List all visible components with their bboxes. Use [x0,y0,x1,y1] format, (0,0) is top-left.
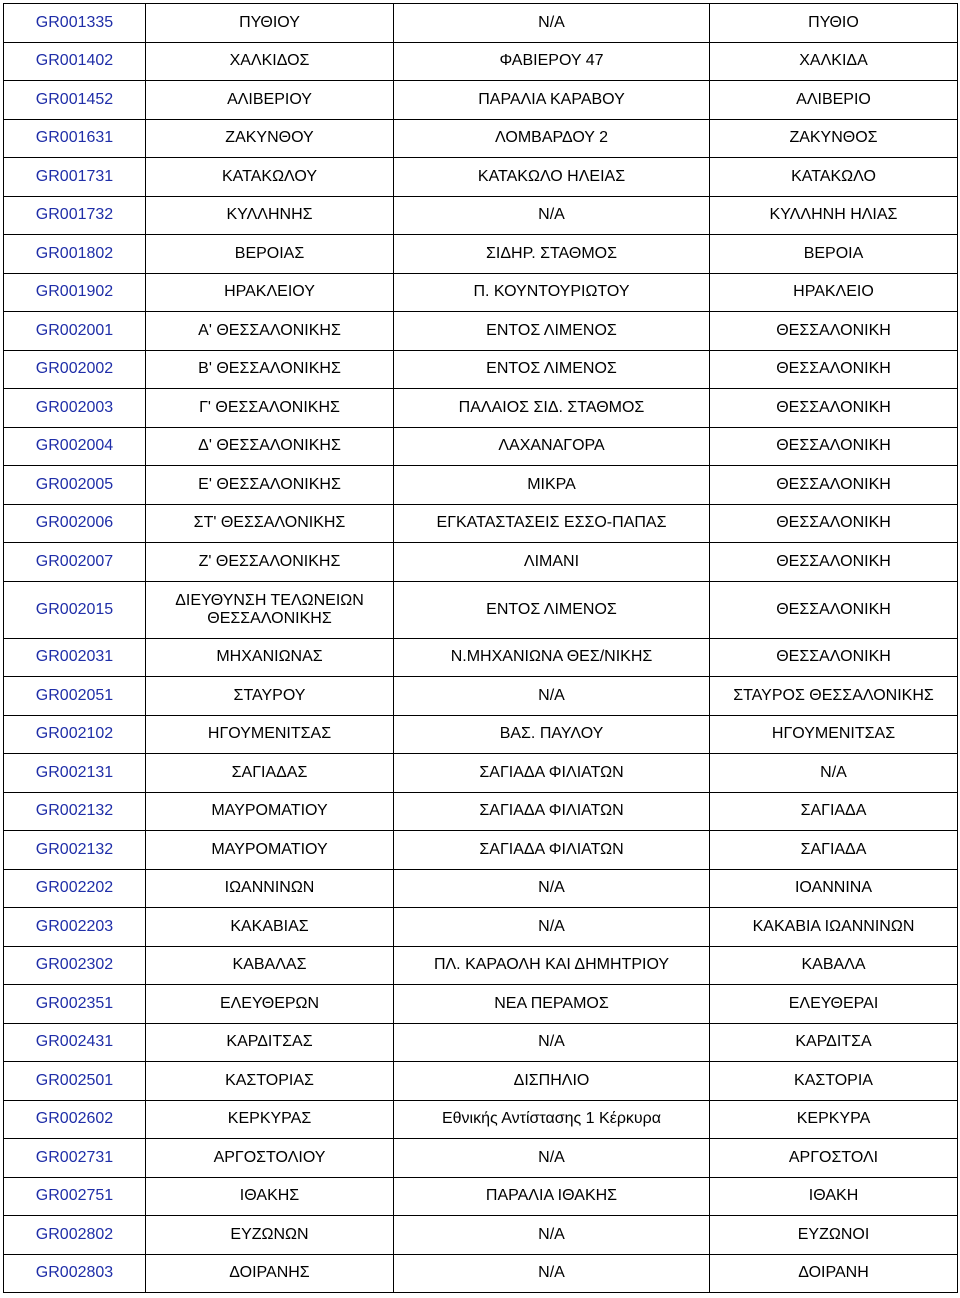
address-cell: ΕΝΤΟΣ ΛΙΜΕΝΟΣ [394,312,710,351]
address-cell: ΛΑΧΑΝΑΓΟΡΑ [394,427,710,466]
table-row [4,1139,958,1178]
office-name-cell: ΙΩΑΝΝΙΝΩΝ [146,869,394,908]
address-cell: ΠΛ. ΚΑΡΑΟΛΗ ΚΑΙ ΔΗΜΗΤΡΙΟΥ [394,946,710,985]
address-cell: Π. ΚΟΥΝΤΟΥΡΙΩΤΟΥ [394,273,710,312]
office-code-cell: GR002006 [4,504,146,543]
address-cell: N/A [394,869,710,908]
table-row [4,1177,958,1216]
table-row [4,1254,958,1293]
table-row [4,158,958,197]
office-code-cell: GR002203 [4,908,146,947]
city-cell: ΙΘΑΚΗ [710,1177,958,1216]
table-row [4,677,958,716]
office-name-cell: ΒΕΡΟΙΑΣ [146,235,394,274]
table-row [4,466,958,505]
table-row [4,4,958,43]
office-name-cell: Ζ' ΘΕΣΣΑΛΟΝΙΚΗΣ [146,543,394,582]
address-cell: ΠΑΡΑΛΙΑ ΚΑΡΑΒΟΥ [394,81,710,120]
city-cell: ΚΑΣΤΟΡΙΑ [710,1062,958,1101]
table-row [4,638,958,677]
office-code-cell: GR001335 [4,4,146,43]
address-cell: ΛΟΜΒΑΡΔΟΥ 2 [394,119,710,158]
address-cell: Εθνικής Αντίστασης 1 Κέρκυρα [394,1100,710,1139]
office-name-cell: ΕΥΖΩΝΩΝ [146,1216,394,1255]
city-cell: ΒΕΡΟΙΑ [710,235,958,274]
city-cell: ΘΕΣΣΑΛΟΝΙΚΗ [710,312,958,351]
address-cell: ΕΝΤΟΣ ΛΙΜΕΝΟΣ [394,581,710,638]
office-code-cell: GR001802 [4,235,146,274]
office-name-cell: ΜΑΥΡΟΜΑΤΙΟΥ [146,831,394,870]
office-name-cell: ΚΑΡΔΙΤΣΑΣ [146,1023,394,1062]
table-row [4,312,958,351]
office-code-cell: GR002602 [4,1100,146,1139]
address-cell: ΣΑΓΙΑΔΑ ΦΙΛΙΑΤΩΝ [394,831,710,870]
address-cell: ΣΑΓΙΑΔΑ ΦΙΛΙΑΤΩΝ [394,792,710,831]
address-cell: N/A [394,677,710,716]
city-cell: ΘΕΣΣΑΛΟΝΙΚΗ [710,581,958,638]
office-name-cell: ΚΕΡΚΥΡΑΣ [146,1100,394,1139]
office-name-cell: ΣΑΓΙΑΔΑΣ [146,754,394,793]
table-row [4,273,958,312]
table-body [4,4,958,1293]
office-code-cell: GR002003 [4,389,146,428]
office-code-cell: GR002132 [4,831,146,870]
table-row [4,754,958,793]
address-cell: ΔΙΣΠΗΛΙΟ [394,1062,710,1101]
address-cell: N/A [394,1023,710,1062]
office-code-cell: GR002131 [4,754,146,793]
office-name-cell: Γ' ΘΕΣΣΑΛΟΝΙΚΗΣ [146,389,394,428]
city-cell: ΑΡΓΟΣΤΟΛΙ [710,1139,958,1178]
address-cell: ΕΓΚΑΤΑΣΤΑΣΕΙΣ ΕΣΣΟ-ΠΑΠΑΣ [394,504,710,543]
office-code-cell: GR001402 [4,42,146,81]
table-row [4,1062,958,1101]
table-row [4,581,958,638]
address-cell: Ν.ΜΗΧΑΝΙΩΝΑ ΘΕΣ/ΝΙΚΗΣ [394,638,710,677]
table-row [4,715,958,754]
table-row [4,831,958,870]
office-code-cell: GR002803 [4,1254,146,1293]
city-cell: ΔΟΙΡΑΝΗ [710,1254,958,1293]
address-cell: ΜΙΚΡΑ [394,466,710,505]
office-name-cell: ΔΟΙΡΑΝΗΣ [146,1254,394,1293]
office-code-cell: GR002001 [4,312,146,351]
table-row [4,504,958,543]
city-cell: ΣΑΓΙΑΔΑ [710,831,958,870]
address-cell: N/A [394,1254,710,1293]
office-name-cell: ΣΤΑΥΡΟΥ [146,677,394,716]
address-cell: ΒΑΣ. ΠΑΥΛΟΥ [394,715,710,754]
city-cell: ΘΕΣΣΑΛΟΝΙΚΗ [710,427,958,466]
office-code-cell: GR002731 [4,1139,146,1178]
office-name-cell: ΚΥΛΛΗΝΗΣ [146,196,394,235]
city-cell: ΚΥΛΛΗΝΗ ΗΛΙΑΣ [710,196,958,235]
table-row [4,235,958,274]
office-code-cell: GR001631 [4,119,146,158]
city-cell: ΕΛΕΥΘΕΡΑΙ [710,985,958,1024]
table-row [4,119,958,158]
office-code-cell: GR002007 [4,543,146,582]
address-cell: ΣΙΔΗΡ. ΣΤΑΘΜΟΣ [394,235,710,274]
table-row [4,81,958,120]
address-cell: N/A [394,4,710,43]
address-cell: ΚΑΤΑΚΩΛΟ ΗΛΕΙΑΣ [394,158,710,197]
office-name-cell: ΗΡΑΚΛΕΙΟΥ [146,273,394,312]
city-cell: ΕΥΖΩΝΟΙ [710,1216,958,1255]
city-cell: ΚΑΤΑΚΩΛΟ [710,158,958,197]
table-row [4,1216,958,1255]
table-row [4,196,958,235]
city-cell: ΖΑΚΥΝΘΟΣ [710,119,958,158]
table-row [4,1023,958,1062]
office-name-cell: Ε' ΘΕΣΣΑΛΟΝΙΚΗΣ [146,466,394,505]
office-name-cell: ΗΓΟΥΜΕΝΙΤΣΑΣ [146,715,394,754]
office-code-cell: GR001452 [4,81,146,120]
city-cell: ΑΛΙΒΕΡΙΟ [710,81,958,120]
address-cell: N/A [394,196,710,235]
office-code-cell: GR002002 [4,350,146,389]
table-row [4,908,958,947]
city-cell: N/A [710,754,958,793]
table-row [4,792,958,831]
city-cell: ΘΕΣΣΑΛΟΝΙΚΗ [710,389,958,428]
city-cell: ΚΑΡΔΙΤΣΑ [710,1023,958,1062]
address-cell: ΦΑΒΙΕΡΟΥ 47 [394,42,710,81]
office-name-cell: ΜΗΧΑΝΙΩΝΑΣ [146,638,394,677]
city-cell: ΣΑΓΙΑΔΑ [710,792,958,831]
office-name-cell: ΚΑΚΑΒΙΑΣ [146,908,394,947]
city-cell: ΙΟΑΝΝΙΝΑ [710,869,958,908]
table-row [4,946,958,985]
office-code-cell: GR002351 [4,985,146,1024]
city-cell: ΗΡΑΚΛΕΙΟ [710,273,958,312]
office-name-cell: ΚΑΣΤΟΡΙΑΣ [146,1062,394,1101]
city-cell: ΠΥΘΙΟ [710,4,958,43]
office-code-cell: GR002751 [4,1177,146,1216]
office-code-cell: GR002005 [4,466,146,505]
table-row [4,1100,958,1139]
office-name-cell: ΕΛΕΥΘΕΡΩΝ [146,985,394,1024]
office-code-cell: GR001731 [4,158,146,197]
office-name-cell: ΚΑΒΑΛΑΣ [146,946,394,985]
office-name-cell: ΑΛΙΒΕΡΙΟΥ [146,81,394,120]
city-cell: ΘΕΣΣΑΛΟΝΙΚΗ [710,466,958,505]
office-code-cell: GR002015 [4,581,146,638]
city-cell: ΚΑΒΑΛΑ [710,946,958,985]
office-name-cell: ΔΙΕΥΘΥΝΣΗ ΤΕΛΩΝΕΙΩΝ ΘΕΣΣΑΛΟΝΙΚΗΣ [146,581,394,638]
table-row [4,42,958,81]
office-name-cell: ΜΑΥΡΟΜΑΤΙΟΥ [146,792,394,831]
address-cell: N/A [394,1216,710,1255]
table-row [4,389,958,428]
address-cell: ΕΝΤΟΣ ΛΙΜΕΝΟΣ [394,350,710,389]
office-name-cell: Δ' ΘΕΣΣΑΛΟΝΙΚΗΣ [146,427,394,466]
city-cell: ΧΑΛΚΙΔΑ [710,42,958,81]
office-code-cell: GR001732 [4,196,146,235]
office-name-cell: ΠΥΘΙΟΥ [146,4,394,43]
office-code-cell: GR002302 [4,946,146,985]
address-cell: ΣΑΓΙΑΔΑ ΦΙΛΙΑΤΩΝ [394,754,710,793]
office-name-cell: ΚΑΤΑΚΩΛΟΥ [146,158,394,197]
city-cell: ΗΓΟΥΜΕΝΙΤΣΑΣ [710,715,958,754]
office-code-cell: GR002102 [4,715,146,754]
office-name-cell: ΖΑΚΥΝΘΟΥ [146,119,394,158]
office-code-cell: GR002802 [4,1216,146,1255]
city-cell: ΣΤΑΥΡΟΣ ΘΕΣΣΑΛΟΝΙΚΗΣ [710,677,958,716]
table-row [4,427,958,466]
city-cell: ΚΑΚΑΒΙΑ ΙΩΑΝΝΙΝΩΝ [710,908,958,947]
address-cell: N/A [394,908,710,947]
city-cell: ΘΕΣΣΑΛΟΝΙΚΗ [710,543,958,582]
office-name-cell: Α' ΘΕΣΣΑΛΟΝΙΚΗΣ [146,312,394,351]
address-cell: N/A [394,1139,710,1178]
address-cell: ΛΙΜΑΝΙ [394,543,710,582]
office-code-cell: GR002501 [4,1062,146,1101]
city-cell: ΘΕΣΣΑΛΟΝΙΚΗ [710,350,958,389]
city-cell: ΘΕΣΣΑΛΟΝΙΚΗ [710,638,958,677]
table-row [4,543,958,582]
office-code-cell: GR002132 [4,792,146,831]
table-row [4,350,958,389]
office-code-cell: GR002431 [4,1023,146,1062]
office-name-cell: Β' ΘΕΣΣΑΛΟΝΙΚΗΣ [146,350,394,389]
customs-offices-table [3,3,958,1293]
office-code-cell: GR002202 [4,869,146,908]
city-cell: ΘΕΣΣΑΛΟΝΙΚΗ [710,504,958,543]
address-cell: ΝΕΑ ΠΕΡΑΜΟΣ [394,985,710,1024]
office-code-cell: GR002051 [4,677,146,716]
office-name-cell: ΣΤ' ΘΕΣΣΑΛΟΝΙΚΗΣ [146,504,394,543]
office-name-cell: ΧΑΛΚΙΔΟΣ [146,42,394,81]
office-code-cell: GR002031 [4,638,146,677]
office-code-cell: GR001902 [4,273,146,312]
office-name-cell: ΙΘΑΚΗΣ [146,1177,394,1216]
city-cell: ΚΕΡΚΥΡΑ [710,1100,958,1139]
office-code-cell: GR002004 [4,427,146,466]
table-row [4,869,958,908]
table-row [4,985,958,1024]
address-cell: ΠΑΛΑΙΟΣ ΣΙΔ. ΣΤΑΘΜΟΣ [394,389,710,428]
office-name-cell: ΑΡΓΟΣΤΟΛΙΟΥ [146,1139,394,1178]
address-cell: ΠΑΡΑΛΙΑ ΙΘΑΚΗΣ [394,1177,710,1216]
